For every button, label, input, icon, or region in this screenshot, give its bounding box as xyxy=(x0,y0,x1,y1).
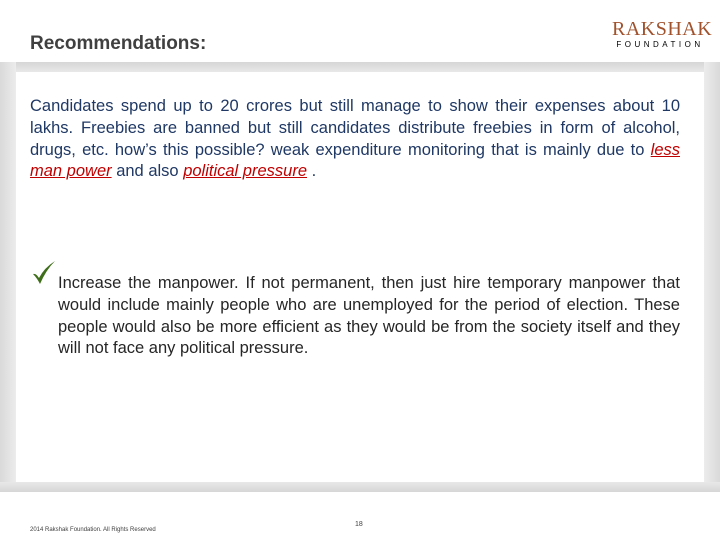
intro-paragraph xyxy=(30,96,680,183)
logo-subtitle: FOUNDATION xyxy=(616,40,704,49)
paragraph-text-1: Candidates spend up to 20 crores but still manage to show their expenses about 10 lakhs. Freebies are banned but still candidates distribute freebies in form of alcohol, drugs, etc. how’s this possible? weak expenditure monitoring that is mainly due to xyxy=(30,97,680,159)
frame-top xyxy=(0,62,720,72)
paragraph-text-3: . xyxy=(307,162,317,181)
bullet-text: Increase the manpower. If not permanent, then just hire temporary manpower that would include mainly people who are unemployed for the period of election. These people would also be more efficient as they would be from the society itself and they will not face any political pressure. xyxy=(58,274,680,358)
frame-bottom xyxy=(0,482,720,492)
rakshak-foundation-logo xyxy=(612,18,713,49)
highlight-less-man-power: less man power xyxy=(30,140,680,181)
content-panel xyxy=(16,72,704,482)
highlight-political-pressure: political pressure xyxy=(183,162,307,181)
paragraph-text-2: and also xyxy=(111,162,184,181)
checkmark-icon xyxy=(30,259,58,287)
slide-title: Recommendations: xyxy=(30,33,207,54)
copyright-footer: 2014 Rakshak Foundation. All Rights Reserved xyxy=(30,527,156,533)
frame-right xyxy=(704,62,720,492)
logo-wordmark: RAKSHAK xyxy=(612,18,713,40)
page-number: 18 xyxy=(355,521,363,528)
frame-left xyxy=(0,62,16,492)
